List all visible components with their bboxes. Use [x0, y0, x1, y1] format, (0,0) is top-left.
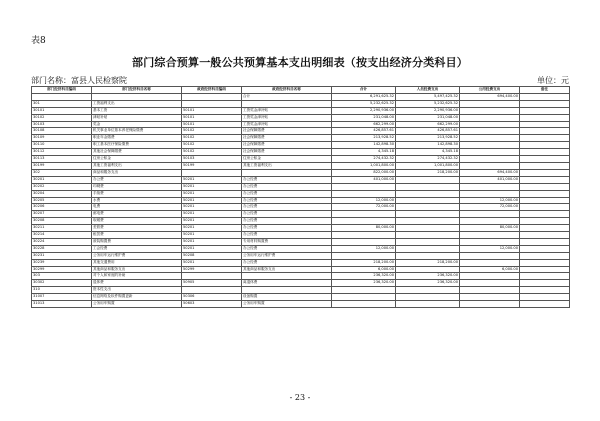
table-cell: 50299 [182, 266, 242, 273]
table-cell: 工资奖金津补贴 [242, 107, 332, 114]
table-cell [520, 197, 570, 204]
table-cell: 301 [32, 100, 92, 107]
table-cell: 218,200.00 [396, 169, 460, 176]
table-row [32, 252, 570, 259]
table-row [32, 287, 570, 294]
table-cell: 租赁费 [92, 232, 182, 239]
table-cell: 662,299.00 [396, 121, 460, 128]
table-cell [460, 218, 520, 225]
table-cell [332, 301, 396, 308]
table-cell: 2,290,936.00 [396, 107, 460, 114]
table-cell: 80,000.00 [460, 225, 520, 232]
table-cell [332, 218, 396, 225]
table-cell: 30208 [32, 218, 92, 225]
column-header: 政府经济科目名称 [242, 87, 332, 94]
table-row [32, 190, 570, 197]
table-row [32, 156, 570, 163]
table-cell: 50201 [182, 245, 242, 252]
table-cell [520, 245, 570, 252]
table-cell [460, 294, 520, 301]
table-cell: 办公经费 [242, 245, 332, 252]
table-cell: 50103 [182, 156, 242, 163]
table-cell: 社会保障缴费 [242, 135, 332, 142]
table-cell [396, 190, 460, 197]
table-cell: 社会保障缴费 [242, 149, 332, 156]
table-cell: 4,345.18 [396, 149, 460, 156]
department-name: 部门名称：富县人民检察院 [31, 76, 127, 85]
table-cell: 工资福利支出 [92, 100, 182, 107]
table-cell [520, 149, 570, 156]
table-cell [520, 190, 570, 197]
table-cell: 12,000.00 [332, 245, 396, 252]
table-cell [460, 211, 520, 218]
table-cell: 50102 [182, 149, 242, 156]
table-cell [332, 232, 396, 239]
table-row [32, 238, 570, 245]
table-cell: 办公经费 [242, 204, 332, 211]
table-row [32, 176, 570, 183]
table-cell: 30201 [32, 176, 92, 183]
table-cell: 离退休费 [242, 280, 332, 287]
table-cell: 218,200.00 [396, 259, 460, 266]
table-cell: 30206 [32, 204, 92, 211]
table-cell: 邮电费 [92, 211, 182, 218]
table-cell [520, 301, 570, 308]
table-cell [92, 93, 182, 100]
table-header-row [32, 87, 570, 94]
table-cell [520, 273, 570, 280]
table-cell: 设备购置 [242, 294, 332, 301]
table-cell: 30211 [32, 225, 92, 232]
table-cell: 236,320.00 [396, 280, 460, 287]
table-cell: 274,432.32 [396, 156, 460, 163]
table-cell [520, 259, 570, 266]
table-cell: 50306 [182, 294, 242, 301]
table-cell [460, 121, 520, 128]
table-cell: 426,857.61 [332, 128, 396, 135]
table-cell: 274,432.32 [332, 156, 396, 163]
table-row [32, 232, 570, 239]
table-cell [182, 287, 242, 294]
table-cell: 30239 [32, 259, 92, 266]
table-cell: 142,898.30 [332, 142, 396, 149]
table-row [32, 114, 570, 121]
table-cell: 694,400.00 [460, 93, 520, 100]
table-cell: 奖金 [92, 121, 182, 128]
table-cell [242, 273, 332, 280]
table-cell: 资本性支出 [92, 287, 182, 294]
table-cell: 社会保障缴费 [242, 128, 332, 135]
table-cell [460, 252, 520, 259]
table-cell: 213,928.52 [396, 135, 460, 142]
table-cell: 401,000.00 [332, 176, 396, 183]
table-row [32, 245, 570, 252]
table-cell: 50201 [182, 197, 242, 204]
table-cell: 30103 [32, 121, 92, 128]
table-cell: 30199 [32, 162, 92, 169]
table-cell [520, 162, 570, 169]
table-cell [460, 128, 520, 135]
table-cell: 72,000.00 [460, 204, 520, 211]
table-cell [182, 273, 242, 280]
table-cell: 30228 [32, 245, 92, 252]
table-cell: 1,001,800.00 [332, 162, 396, 169]
table-cell [396, 245, 460, 252]
table-cell: 其他商品和服务支出 [242, 266, 332, 273]
table-cell: 公务用车运行维护费 [92, 252, 182, 259]
table-body [32, 93, 570, 307]
table-cell: 213,928.52 [332, 135, 396, 142]
table-cell [520, 156, 570, 163]
table-cell: 30108 [32, 128, 92, 135]
table-cell: 公务用车运行维护费 [242, 252, 332, 259]
table-cell [396, 287, 460, 294]
table-row [32, 204, 570, 211]
table-row [32, 135, 570, 142]
table-cell: 12,000.00 [460, 197, 520, 204]
table-cell [520, 238, 570, 245]
table-cell [396, 294, 460, 301]
table-row [32, 211, 570, 218]
table-cell: 工资奖金津补贴 [242, 121, 332, 128]
table-cell [182, 93, 242, 100]
table-row [32, 266, 570, 273]
table-cell: 72,000.00 [332, 204, 396, 211]
table-cell [460, 114, 520, 121]
column-header: 人员经费支出 [396, 87, 460, 94]
table-cell: 社会保障缴费 [242, 142, 332, 149]
table-cell [520, 225, 570, 232]
table-cell [396, 204, 460, 211]
table-cell: 30109 [32, 135, 92, 142]
table-cell [520, 204, 570, 211]
table-cell: 机关事业单位基本养老保险缴费 [92, 128, 182, 135]
table-cell: 其他工资福利支出 [92, 162, 182, 169]
table-row [32, 162, 570, 169]
table-cell [332, 252, 396, 259]
table-cell [520, 100, 570, 107]
table-cell [396, 176, 460, 183]
table-cell: 12,000.00 [460, 245, 520, 252]
table-cell [396, 211, 460, 218]
table-cell: 6,291,625.32 [332, 93, 396, 100]
table-cell [396, 225, 460, 232]
table-cell: 其他交通费用 [92, 259, 182, 266]
table-cell [396, 197, 460, 204]
table-cell [332, 238, 396, 245]
table-cell: 50201 [182, 176, 242, 183]
table-cell: 水费 [92, 197, 182, 204]
table-cell: 30110 [32, 142, 92, 149]
table-cell: 办公经费 [242, 197, 332, 204]
table-cell: 50199 [182, 162, 242, 169]
table-cell [396, 266, 460, 273]
table-cell [520, 135, 570, 142]
table-cell: 其他工资福利支出 [242, 162, 332, 169]
table-row [32, 149, 570, 156]
table-cell [396, 252, 460, 259]
table-cell: 50201 [182, 211, 242, 218]
table-cell [460, 301, 520, 308]
table-cell: 30101 [32, 107, 92, 114]
table-cell: 50201 [182, 204, 242, 211]
table-cell: 30204 [32, 190, 92, 197]
table-cell [520, 183, 570, 190]
table-cell: 50201 [182, 232, 242, 239]
table-row [32, 142, 570, 149]
table-cell [396, 238, 460, 245]
table-cell [520, 252, 570, 259]
table-cell: 电费 [92, 204, 182, 211]
table-cell [460, 156, 520, 163]
table-row [32, 259, 570, 266]
table-cell [520, 142, 570, 149]
document-label: 表8 [31, 36, 46, 46]
table-cell: 办公经费 [242, 218, 332, 225]
table-cell: 30224 [32, 238, 92, 245]
table-cell: 基本工资 [92, 107, 182, 114]
table-cell: 50201 [182, 259, 242, 266]
table-cell: 30113 [32, 156, 92, 163]
table-cell [332, 287, 396, 294]
table-cell: 302 [32, 169, 92, 176]
table-cell: 694,400.00 [460, 169, 520, 176]
column-header: 政府经济科目编码 [182, 87, 242, 94]
table-cell [396, 301, 460, 308]
table-row [32, 121, 570, 128]
table-cell: 231,048.00 [332, 114, 396, 121]
column-header: 合计 [332, 87, 396, 94]
table-row [32, 107, 570, 114]
table-cell: 50101 [182, 107, 242, 114]
table-cell: 31007 [32, 294, 92, 301]
table-cell: 取暖费 [92, 218, 182, 225]
column-header: 部门经济科目编码 [32, 87, 92, 94]
table-cell: 30102 [32, 114, 92, 121]
table-cell [460, 232, 520, 239]
table-row [32, 169, 570, 176]
table-cell [520, 218, 570, 225]
table-row [32, 218, 570, 225]
table-cell [520, 280, 570, 287]
table-cell [396, 183, 460, 190]
table-cell: 5,232,625.32 [332, 100, 396, 107]
table-cell: 专用材料购置费 [242, 238, 332, 245]
table-cell: 其他社会保障缴费 [92, 149, 182, 156]
table-cell: 其他商品和服务支出 [92, 266, 182, 273]
table-cell: 30112 [32, 149, 92, 156]
table-cell: 30302 [32, 280, 92, 287]
table-cell [460, 100, 520, 107]
table-row [32, 301, 570, 308]
table-cell: 50102 [182, 135, 242, 142]
table-row [32, 225, 570, 232]
table-cell [520, 294, 570, 301]
table-cell: 办公经费 [242, 211, 332, 218]
table-cell [242, 100, 332, 107]
table-row [32, 273, 570, 280]
table-cell: 50102 [182, 142, 242, 149]
table-cell [460, 238, 520, 245]
table-cell: 30231 [32, 252, 92, 259]
table-cell: 303 [32, 273, 92, 280]
table-cell: 50208 [182, 252, 242, 259]
table-row [32, 280, 570, 287]
table-cell: 办公经费 [242, 225, 332, 232]
table-cell: 236,320.00 [396, 273, 460, 280]
table-cell [460, 142, 520, 149]
table-cell: 印刷费 [92, 183, 182, 190]
table-cell [332, 190, 396, 197]
table-cell [396, 218, 460, 225]
table-cell: 办公经费 [242, 176, 332, 183]
table-row [32, 197, 570, 204]
table-cell: 工资奖金津补贴 [242, 114, 332, 121]
table-cell: 50201 [182, 225, 242, 232]
budget-table [31, 86, 570, 308]
table-cell: 50201 [182, 218, 242, 225]
table-cell [182, 169, 242, 176]
table-cell [520, 287, 570, 294]
table-cell: 1,001,800.00 [396, 162, 460, 169]
table-cell: 30202 [32, 183, 92, 190]
table-cell: 津贴补贴 [92, 114, 182, 121]
table-cell: 31013 [32, 301, 92, 308]
table-cell: 236,320.00 [332, 280, 396, 287]
table-cell: 50603 [182, 301, 242, 308]
table-cell: 50201 [182, 183, 242, 190]
table-cell [520, 121, 570, 128]
table-cell: 信息网络及软件购置更新 [92, 294, 182, 301]
table-cell [332, 211, 396, 218]
column-header: 备注 [520, 87, 570, 94]
table-cell [520, 211, 570, 218]
page-title: 部门综合预算一般公共预算基本支出明细表（按支出经济分类科目） [132, 56, 468, 69]
table-cell: 30207 [32, 211, 92, 218]
table-row [32, 100, 570, 107]
table-cell [520, 128, 570, 135]
table-cell: 住房公积金 [92, 156, 182, 163]
table-cell: 142,898.30 [396, 142, 460, 149]
table-cell: 401,000.00 [460, 176, 520, 183]
table-cell: 80,000.00 [332, 225, 396, 232]
table-cell: 6,000.00 [332, 266, 396, 273]
table-cell: 50201 [182, 238, 242, 245]
table-cell: 30205 [32, 197, 92, 204]
table-cell: 职工基本医疗保险缴费 [92, 142, 182, 149]
table-cell: 对个人和家庭的补助 [92, 273, 182, 280]
table-cell: 310 [32, 287, 92, 294]
table-cell [396, 232, 460, 239]
table-cell [460, 280, 520, 287]
table-cell: 50201 [182, 190, 242, 197]
table-cell: 工会经费 [92, 245, 182, 252]
table-cell: 50102 [182, 128, 242, 135]
table-cell [520, 176, 570, 183]
table-cell: 218,200.00 [332, 259, 396, 266]
column-header: 部门经济科目名称 [92, 87, 182, 94]
table-cell: 合计 [242, 93, 332, 100]
table-cell: 办公经费 [242, 259, 332, 266]
table-cell [460, 259, 520, 266]
table-cell: 退休费 [92, 280, 182, 287]
table-cell [182, 100, 242, 107]
table-row [32, 294, 570, 301]
table-row [32, 128, 570, 135]
table-cell: 职业年金缴费 [92, 135, 182, 142]
table-cell [32, 93, 92, 100]
table-cell: 50101 [182, 121, 242, 128]
table-cell [460, 107, 520, 114]
table-cell: 办公经费 [242, 183, 332, 190]
table-row [32, 183, 570, 190]
table-cell: 30214 [32, 232, 92, 239]
table-cell: 被装购置费 [92, 238, 182, 245]
table-cell: 差旅费 [92, 225, 182, 232]
table-cell: 2,290,936.00 [332, 107, 396, 114]
table-cell: 办公费 [92, 176, 182, 183]
table-cell [460, 183, 520, 190]
table-cell: 236,320.00 [332, 273, 396, 280]
unit-label: 单位：元 [537, 76, 569, 85]
table-cell: 公务用车购置 [92, 301, 182, 308]
table-cell [520, 232, 570, 239]
table-cell: 5,232,625.32 [396, 100, 460, 107]
table-cell: 30299 [32, 266, 92, 273]
table-cell [460, 149, 520, 156]
table-cell [242, 287, 332, 294]
table-cell: 822,000.00 [332, 169, 396, 176]
table-cell [520, 93, 570, 100]
table-cell [332, 294, 396, 301]
table-cell [520, 169, 570, 176]
table-cell: 办公经费 [242, 232, 332, 239]
table-cell [460, 135, 520, 142]
column-header: 公用经费支出 [460, 87, 520, 94]
table-cell: 商品和服务支出 [92, 169, 182, 176]
page-number: - 23 - [289, 393, 311, 402]
table-cell: 50101 [182, 114, 242, 121]
table-cell: 426,857.61 [396, 128, 460, 135]
table-cell: 6,000.00 [460, 266, 520, 273]
table-row [32, 93, 570, 100]
table-cell [242, 169, 332, 176]
table-cell [520, 266, 570, 273]
table-cell: 住房公积金 [242, 156, 332, 163]
table-cell: 手续费 [92, 190, 182, 197]
table-cell: 50905 [182, 280, 242, 287]
table-cell [520, 114, 570, 121]
table-cell: 12,000.00 [332, 197, 396, 204]
table-cell [460, 273, 520, 280]
table-cell: 5,497,425.32 [396, 93, 460, 100]
table-cell [520, 107, 570, 114]
table-cell [332, 183, 396, 190]
table-cell [460, 190, 520, 197]
table-cell: 公务用车购置 [242, 301, 332, 308]
table-cell: 231,048.00 [396, 114, 460, 121]
table-cell [460, 162, 520, 169]
table-cell: 4,345.18 [332, 149, 396, 156]
table-cell: 662,299.00 [332, 121, 396, 128]
table-cell [460, 287, 520, 294]
table-cell: 办公经费 [242, 190, 332, 197]
